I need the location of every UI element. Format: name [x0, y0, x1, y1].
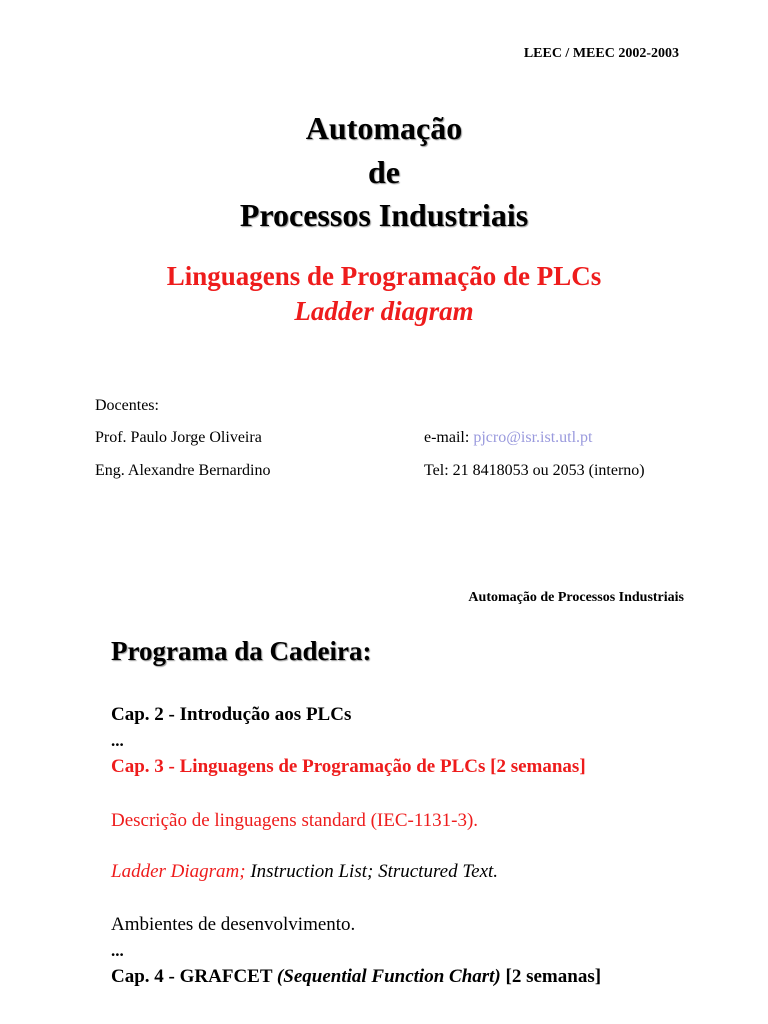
prof-name: Prof. Paulo Jorge Oliveira: [95, 429, 262, 446]
email-label: e-mail:: [424, 429, 474, 446]
email-line: [424, 429, 593, 447]
development-environments: Ambientes de desenvolvimento.: [111, 914, 356, 935]
chapter-2: Cap. 2 - Introdução aos PLCs: [111, 704, 352, 725]
program-heading: Programa da Cadeira:: [111, 636, 372, 666]
title-line-2: de: [368, 154, 400, 190]
language-list: [111, 861, 498, 883]
chapter-4-suffix: [2 semanas]: [500, 966, 602, 987]
chapter-3: Cap. 3 - Linguagens de Programação de PLCs [2 semanas]: [111, 756, 586, 777]
other-languages: Instruction List; Structured Text.: [245, 861, 499, 882]
chapter-4: [111, 966, 601, 988]
tel-line: Tel: 21 8418053 ou 2053 (interno): [424, 462, 645, 479]
eng-name: Eng. Alexandre Bernardino: [95, 462, 271, 479]
course-tag: LEEC / MEEC 2002-2003: [523, 46, 679, 61]
email-link[interactable]: pjcro@isr.ist.utl.pt: [473, 429, 593, 446]
staff-label: Docentes:: [95, 397, 159, 414]
footer-reference: Automação de Processos Industriais: [468, 590, 684, 605]
subtitle-line-2: Ladder diagram: [294, 296, 474, 326]
ladder-diagram-label: Ladder Diagram;: [111, 861, 246, 882]
ellipsis-2: ...: [111, 941, 124, 960]
standard-languages-description: Descrição de linguagens standard (IEC-1131-3).: [111, 810, 479, 831]
subtitle-line-1: Linguagens de Programação de PLCs: [166, 261, 602, 291]
title-line-3: Processos Industriais: [239, 197, 529, 233]
chapter-4-prefix: Cap. 4 - GRAFCET: [111, 966, 277, 987]
title-line-1: Automação: [305, 110, 463, 146]
ellipsis-1: ...: [111, 731, 124, 750]
chapter-4-sfc: (Sequential Function Chart): [276, 966, 501, 987]
